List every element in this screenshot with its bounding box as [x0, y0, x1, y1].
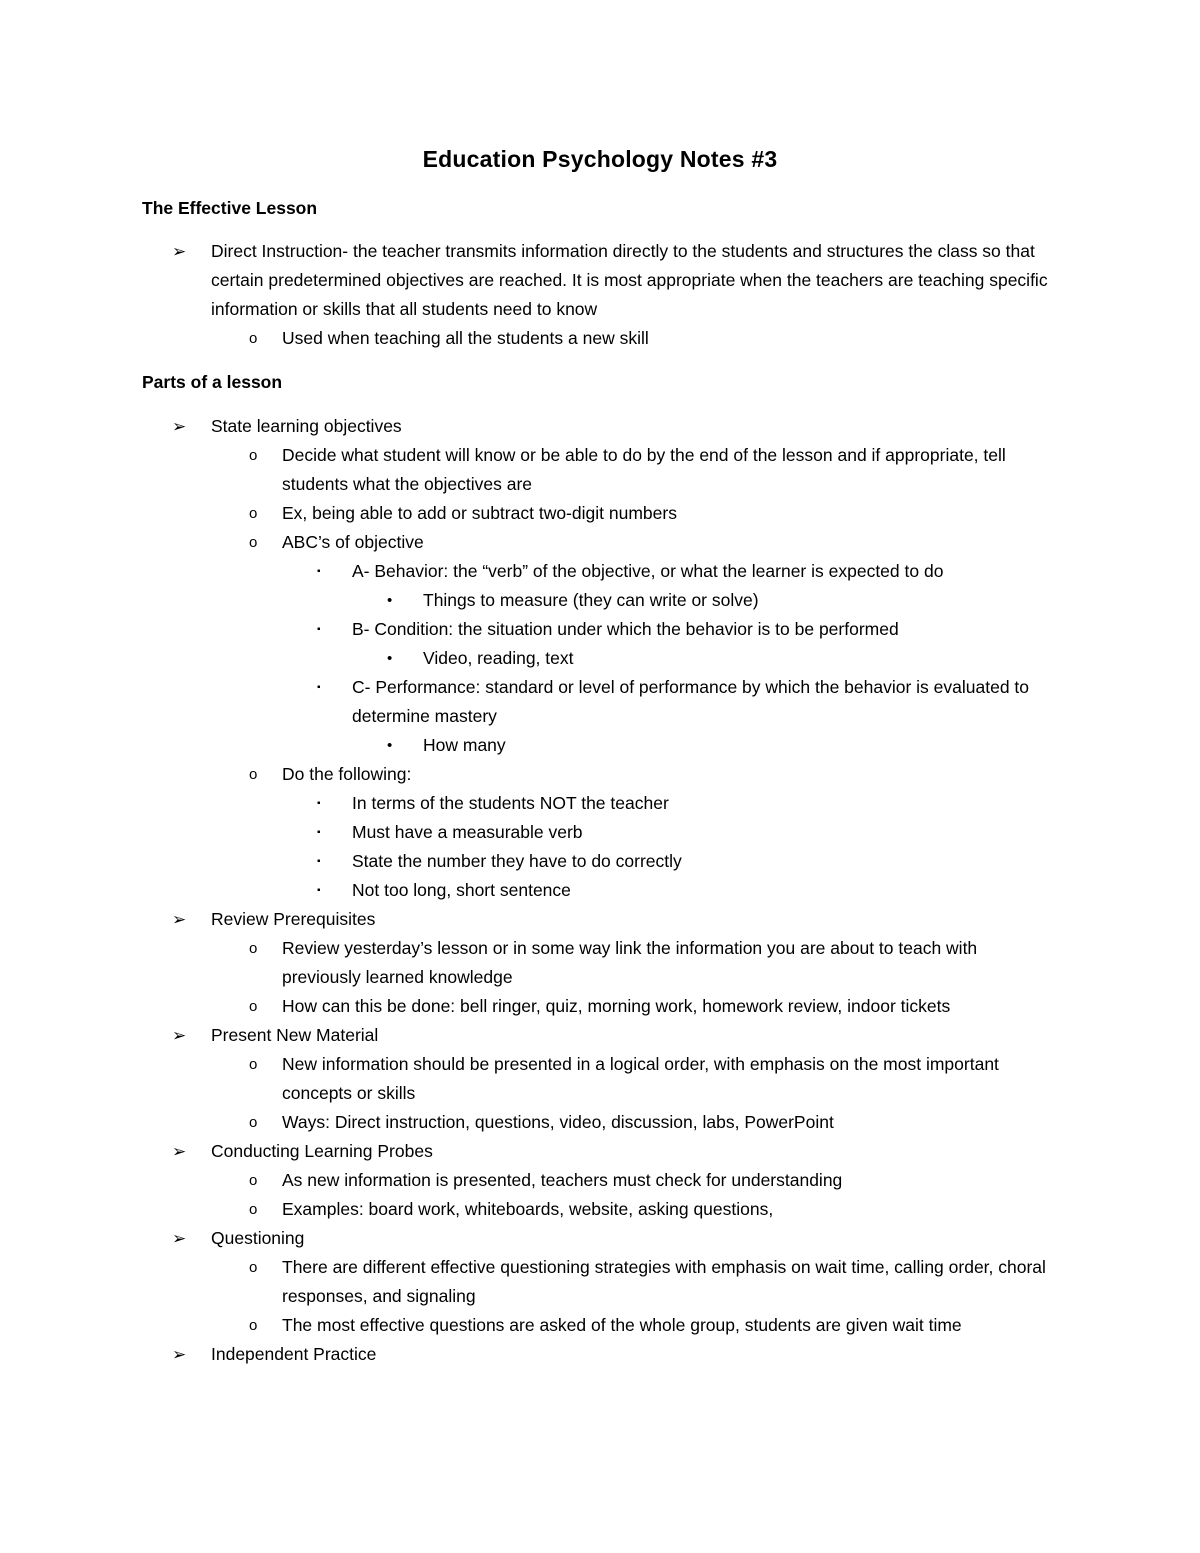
list-item-level-1 [0, 1137, 1200, 1166]
list-item-text: How many [423, 735, 506, 755]
bullet-marker-icon: • ▪ [317, 624, 321, 635]
list-item-text: New information should be presented in a logical order, with emphasis on the most important concepts or skills [282, 1054, 999, 1103]
list-item-text: State the number they have to do correctly [352, 851, 682, 871]
bullet-marker-icon: • ▪ [317, 856, 321, 867]
bullet-marker-icon: • ➢ [172, 1142, 187, 1161]
bullet-marker-icon: • ➢ [172, 910, 187, 929]
list-item-text: Direct Instruction- the teacher transmits information directly to the students and structures the class so that certain predetermined objectives are reached. It is most appropriate when the teachers are teaching specific information or skills that all students need to know [211, 241, 1048, 319]
list-item-level-3 [0, 876, 1200, 905]
list-item-level-4 [0, 731, 1200, 760]
bullet-marker-icon: • ➢ [172, 1345, 187, 1364]
list-item-text: How can this be done: bell ringer, quiz, morning work, homework review, indoor tickets [282, 996, 951, 1016]
list-item-text: Decide what student will know or be able to do by the end of the lesson and if appropriate, tell students what the objectives are [282, 445, 1006, 494]
list-item-text: Must have a measurable verb [352, 822, 583, 842]
bullet-marker-icon: • o [249, 447, 258, 464]
list-item-level-2 [0, 1166, 1200, 1195]
effective-lesson-list [0, 237, 1200, 353]
list-item-text: Present New Material [211, 1025, 379, 1045]
bullet-marker-icon: • o [249, 1172, 258, 1189]
bullet-marker-icon: • • [387, 737, 393, 754]
bullet-marker-icon: • o [249, 330, 258, 347]
bullet-marker-icon: • o [249, 1201, 258, 1218]
bullet-marker-icon: • o [249, 1056, 258, 1073]
list-item-text: C- Performance: standard or level of performance by which the behavior is evaluated to determine mastery [352, 677, 1030, 726]
list-item-level-1 [0, 412, 1200, 441]
list-item-text: ABC’s of objective [282, 532, 424, 552]
list-item-text: Independent Practice [211, 1344, 377, 1364]
list-item-level-2 [0, 499, 1200, 528]
list-item-text: B- Condition: the situation under which the behavior is to be performed [352, 619, 899, 639]
list-item-text: In terms of the students NOT the teacher [352, 793, 669, 813]
list-item-level-3 [0, 847, 1200, 876]
bullet-marker-icon: • o [249, 1259, 258, 1276]
bullet-marker-icon: • ➢ [172, 1026, 187, 1045]
list-item-text: Ex, being able to add or subtract two-digit numbers [282, 503, 677, 523]
section-heading-parts-of-lesson: Parts of a lesson [142, 372, 283, 392]
list-item-level-1 [0, 905, 1200, 934]
parts-of-lesson-list [0, 412, 1200, 1369]
list-item-level-2 [0, 1195, 1200, 1224]
bullet-marker-icon: • ▪ [317, 827, 321, 838]
list-item-text: Review Prerequisites [211, 909, 376, 929]
list-item-level-1 [0, 1021, 1200, 1050]
bullet-marker-icon: • o [249, 534, 258, 551]
list-item-text: Not too long, short sentence [352, 880, 571, 900]
list-item-level-2 [0, 441, 1200, 499]
bullet-marker-icon: • ➢ [172, 417, 187, 436]
bullet-marker-icon: • o [249, 1114, 258, 1131]
bullet-marker-icon: • ➢ [172, 1229, 187, 1248]
bullet-marker-icon: • o [249, 998, 258, 1015]
list-item-text: Things to measure (they can write or solve) [423, 590, 759, 610]
list-item-text: There are different effective questioning strategies with emphasis on wait time, calling order, choral responses, and signaling [282, 1257, 1046, 1306]
list-item-level-1 [0, 1224, 1200, 1253]
bullet-marker-icon: • o [249, 766, 258, 783]
list-item-text: Questioning [211, 1228, 305, 1248]
bullet-marker-icon: • • [387, 592, 393, 609]
bullet-marker-icon: • o [249, 1317, 258, 1334]
list-item-level-4 [0, 644, 1200, 673]
list-item-level-2 [0, 1311, 1200, 1340]
bullet-marker-icon: • • [387, 650, 393, 667]
list-item-text: Examples: board work, whiteboards, website, asking questions, [282, 1199, 774, 1219]
bullet-marker-icon: • o [249, 505, 258, 522]
list-item-level-3 [0, 557, 1200, 586]
list-item-level-3 [0, 789, 1200, 818]
list-item-text: As new information is presented, teachers must check for understanding [282, 1170, 843, 1190]
bullet-marker-icon: • ▪ [317, 566, 321, 577]
list-item-level-2 [0, 1108, 1200, 1137]
list-item-text: State learning objectives [211, 416, 402, 436]
list-item-level-2 [0, 760, 1200, 789]
bullet-marker-icon: • ▪ [317, 682, 321, 693]
list-item-level-2 [0, 934, 1200, 992]
list-item-text: Review yesterday’s lesson or in some way link the information you are about to teach with previously learned knowledge [282, 938, 978, 987]
list-item-level-4 [0, 586, 1200, 615]
list-item-text: A- Behavior: the “verb” of the objective, or what the learner is expected to do [352, 561, 944, 581]
list-item-level-2 [0, 1050, 1200, 1108]
list-item-level-3 [0, 818, 1200, 847]
bullet-marker-icon: • ▪ [317, 798, 321, 809]
list-item-level-1 [0, 1340, 1200, 1369]
list-item-level-3 [0, 673, 1200, 731]
list-item-text: Do the following: [282, 764, 412, 784]
list-item-level-2 [0, 528, 1200, 557]
list-item-text: Video, reading, text [423, 648, 574, 668]
document-title: Education Psychology Notes #3 [422, 146, 778, 172]
list-item-text: Used when teaching all the students a new skill [282, 328, 649, 348]
list-item-level-2 [0, 1253, 1200, 1311]
bullet-marker-icon: • o [249, 940, 258, 957]
list-item-text: Conducting Learning Probes [211, 1141, 433, 1161]
list-item-text: The most effective questions are asked of the whole group, students are given wait time [282, 1315, 962, 1335]
bullet-marker-icon: • ➢ [172, 242, 187, 261]
section-heading-effective-lesson: The Effective Lesson [142, 198, 318, 218]
bullet-marker-icon: • ▪ [317, 885, 321, 896]
list-item-level-1 [0, 237, 1200, 324]
list-item-level-3 [0, 615, 1200, 644]
list-item-level-2 [0, 992, 1200, 1021]
list-item-level-2 [0, 324, 1200, 353]
list-item-text: Ways: Direct instruction, questions, video, discussion, labs, PowerPoint [282, 1112, 834, 1132]
